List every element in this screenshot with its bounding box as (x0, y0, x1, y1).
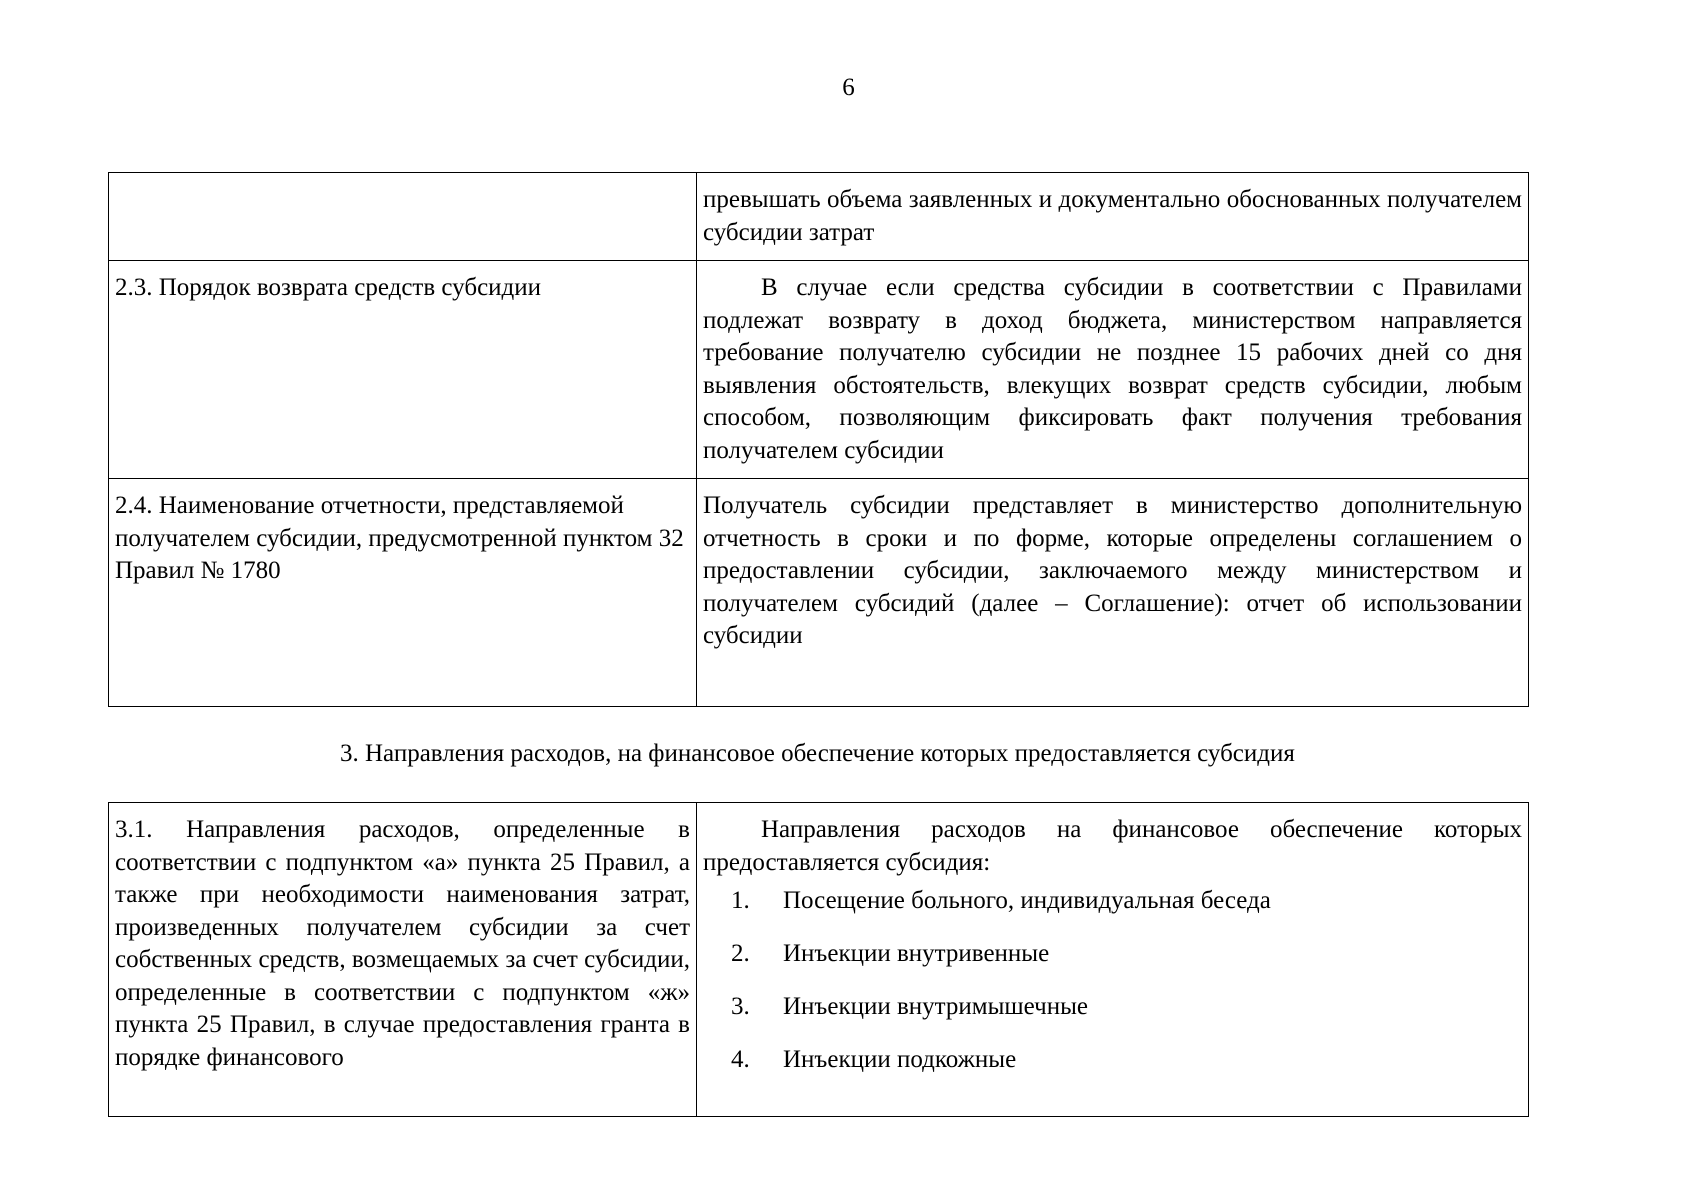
page-number: 6 (842, 74, 855, 101)
list-item-number: 4. (731, 1046, 750, 1073)
list-item (703, 991, 1522, 1023)
row-value-cell: Получатель субсидии представляет в министерство дополнительную отчетность в сроки и по форме, которые определены соглашением о предоставлении субсидии, заключаемого между министерством и получателем субсидий (далее – Соглашение): отчет об использовании субсидии (697, 479, 1529, 707)
table-row (109, 261, 1529, 479)
list-item-number: 3. (731, 993, 750, 1020)
list-item-text: Инъекции подкожные (783, 1046, 1017, 1073)
list-item (703, 938, 1522, 970)
row-value-cell (697, 803, 1529, 1117)
list-item (703, 1044, 1522, 1076)
row-label-cell: 3.1. Направления расходов, определенные в соответствии с подпунктом «а» пункта 25 Правил, а также при необходимости наименования затрат, произведенных получателем субсидии за счет собственных средств, возмещаемых за счет субсидии, определенные в соответствии с подпунктом «ж» пункта 25 Правил, в случае предоставления гранта в порядке финансового (109, 803, 697, 1117)
row-value-cell: превышать объема заявленных и документально обоснованных получателем субсидии затрат (697, 173, 1529, 261)
row-label-cell (109, 173, 697, 261)
list-item-text: Инъекции внутривенные (783, 940, 1050, 967)
list-item-text: Посещение больного, индивидуальная беседа (783, 887, 1271, 914)
expense-list (703, 885, 1522, 1076)
section-heading: 3. Направления расходов, на финансовое обеспечение которых предоставляется субсидия (340, 740, 1295, 767)
list-item-number: 1. (731, 887, 750, 914)
expense-directions-table (108, 802, 1529, 1117)
subsidy-terms-table (108, 172, 1529, 707)
table-row (109, 479, 1529, 707)
expense-intro: Направления расходов на финансовое обеспечение которых предоставляется субсидия: (703, 816, 1522, 876)
row-value-cell: В случае если средства субсидии в соответствии с Правилами подлежат возврату в доход бюджета, министерством направляется требование получателю субсидии не позднее 15 рабочих дней со дня выявления обстоятельств, влекущих возврат средств субсидии, любым способом, позволяющим фиксировать факт получения требования получателем субсидии (697, 261, 1529, 479)
list-item-text: Инъекции внутримышечные (783, 993, 1088, 1020)
list-item (703, 885, 1522, 917)
row-label-cell: 2.3. Порядок возврата средств субсидии (109, 261, 697, 479)
table-row (109, 173, 1529, 261)
table-row (109, 803, 1529, 1117)
row-label-cell: 2.4. Наименование отчетности, представляемой получателем субсидии, предусмотренной пунктом 32 Правил № 1780 (109, 479, 697, 707)
list-item-number: 2. (731, 940, 750, 967)
